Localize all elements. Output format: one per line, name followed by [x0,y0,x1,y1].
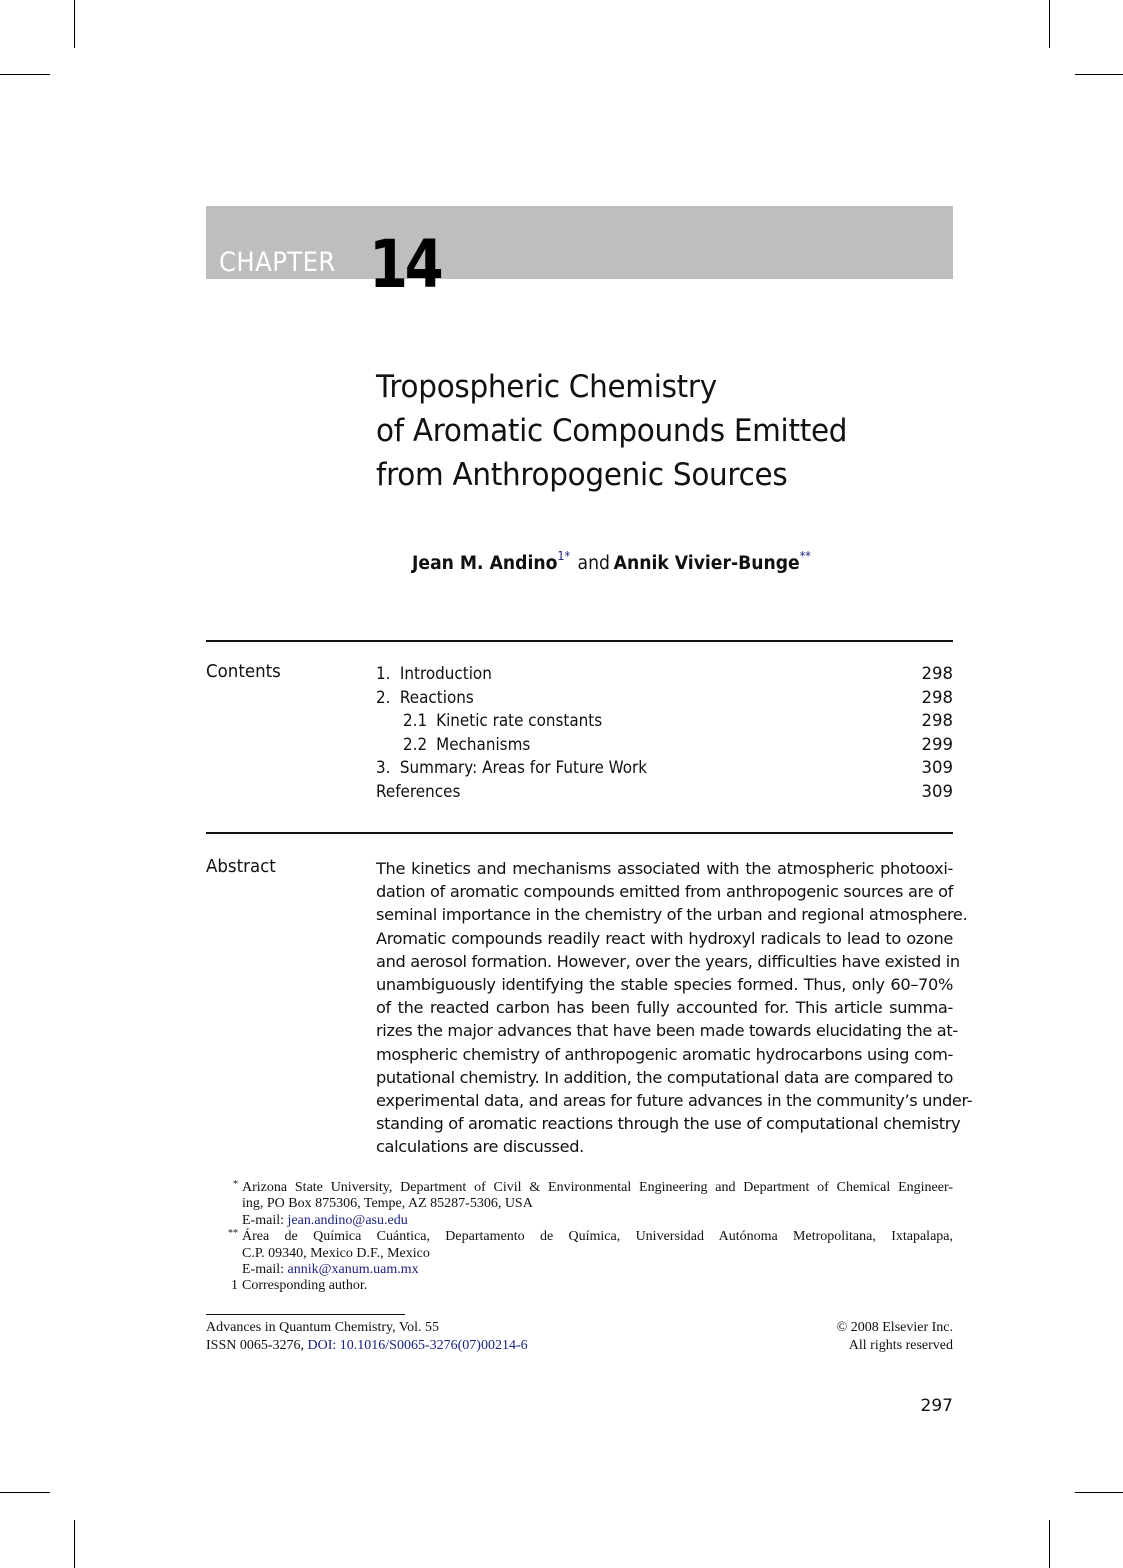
crop-mark [1075,74,1123,75]
toc-item-title: Mechanisms [436,734,531,754]
publication-info [206,1319,528,1354]
abstract-line: putational chemistry. In addition, the computational data are compared to [376,1067,953,1087]
crop-mark [1049,0,1050,48]
footnote-mark: ** [228,1228,238,1240]
abstract-line: of the reacted carbon has been fully accounted for. This article summa- [376,998,953,1018]
chapter-number: 14 [369,226,441,303]
toc-item-page: 298 [921,711,953,731]
toc-item-title: References [376,781,461,801]
toc-item-title: Kinetic rate constants [436,711,603,731]
author-line [412,551,811,574]
author-affiliation-mark[interactable]: 1* [557,549,571,563]
abstract-line: experimental data, and areas for future advances in the community’s under- [376,1091,973,1111]
issn: ISSN 0065-3276, [206,1337,308,1353]
toc-item-number: 1. [376,664,391,683]
abstract-line: Aromatic compounds readily react with hydroxyl radicals to lead to ozone [376,928,953,948]
footnote-text: ing, PO Box 875306, Tempe, AZ 85287-5306, USA [242,1196,533,1212]
abstract-heading: Abstract [206,857,276,877]
toc-item-page: 299 [921,734,953,754]
copyright: © 2008 Elsevier Inc. [836,1320,953,1335]
abstract-line: dation of aromatic compounds emitted from anthropogenic sources are of [376,882,953,902]
section-divider [206,640,953,642]
crop-mark [74,1520,75,1568]
contents-heading: Contents [206,662,281,682]
email-link[interactable]: annik@xanum.uam.mx [287,1262,419,1278]
toc-item[interactable] [376,756,953,780]
toc-item-page: 298 [921,687,953,707]
author-name: Annik Vivier-Bunge [613,553,800,575]
abstract-line: mospheric chemistry of anthropogenic aromatic hydrocarbons using com- [376,1044,953,1064]
title-line: of Aromatic Compounds Emitted [376,413,848,449]
crop-mark [1049,1520,1050,1568]
footnote-mark: 1 [231,1278,238,1294]
crop-mark [1075,1492,1123,1493]
toc-item-page: 309 [921,758,953,778]
footnote-text: Corresponding author. [242,1278,368,1294]
abstract-line: The kinetics and mechanisms associated with the atmospheric photooxi- [376,859,953,878]
toc-item-page: 309 [921,781,953,801]
toc-item[interactable] [376,733,953,757]
email-link[interactable]: jean.andino@asu.edu [287,1212,408,1228]
footnote-affiliation-1 [222,1180,953,1229]
author-conjunction: and [577,553,610,575]
footnote-text: Área de Química Cuántica, Departamento de Química, Universidad Autónoma Metropolitana, Ixtapalapa, [242,1229,953,1245]
toc-item-number: 3. [376,758,391,778]
toc-item[interactable] [376,709,953,733]
crop-mark [0,74,50,75]
chapter-label: CHAPTER [219,247,336,278]
journal-volume: Advances in Quantum Chemistry, Vol. 55 [206,1320,440,1335]
toc-item[interactable] [376,780,953,804]
abstract-line: unambiguously identifying the stable species formed. Thus, only 60–70% [376,975,953,995]
rights-notice: All rights reserved [848,1337,953,1353]
footnote-text: C.P. 09340, Mexico D.F., Mexico [242,1245,430,1261]
abstract-line: seminal importance in the chemistry of the urban and regional atmosphere. [376,905,968,925]
toc-item-number: 2.2 [403,734,428,754]
footnote-text: Arizona State University, Department of Civil & Environmental Engineering and Department of Chemical Engineer- [242,1180,953,1195]
toc-item-title: Summary: Areas for Future Work [399,758,648,778]
author-name: Jean M. Andino [412,553,558,575]
abstract-line: and aerosol formation. However, over the years, difficulties have existed in [376,951,960,971]
copyright-info [837,1319,953,1354]
section-divider [206,832,953,834]
table-of-contents [376,662,953,804]
chapter-title [376,365,946,497]
toc-item[interactable] [376,686,953,710]
footnotes [222,1180,953,1295]
toc-item-title: Introduction [399,664,492,683]
toc-item[interactable] [376,662,953,686]
title-line: from Anthropogenic Sources [376,457,788,493]
crop-mark [74,0,75,48]
doi-link[interactable]: DOI: 10.1016/S0065-3276(07)00214-6 [307,1337,528,1353]
email-label: E-mail: [242,1212,288,1228]
toc-item-page: 298 [921,664,953,683]
page-number: 297 [920,1396,953,1416]
footnote-mark: * [233,1179,238,1190]
footnote-corresponding [222,1278,953,1294]
toc-item-title: Reactions [399,687,474,707]
abstract-body [376,857,973,1159]
author-affiliation-mark[interactable]: ** [799,549,811,563]
toc-item-number: 2. [376,687,391,707]
footnote-affiliation-2 [222,1229,953,1278]
abstract-line: standing of aromatic reactions through the use of computational chemistry [376,1114,961,1134]
footer-divider [206,1314,405,1315]
crop-mark [0,1492,50,1493]
email-label: E-mail: [242,1262,288,1278]
title-line: Tropospheric Chemistry [376,369,717,405]
abstract-line: rizes the major advances that have been made towards elucidating the at- [376,1021,958,1041]
toc-item-number: 2.1 [403,711,428,731]
abstract-line: calculations are discussed. [376,1137,584,1157]
